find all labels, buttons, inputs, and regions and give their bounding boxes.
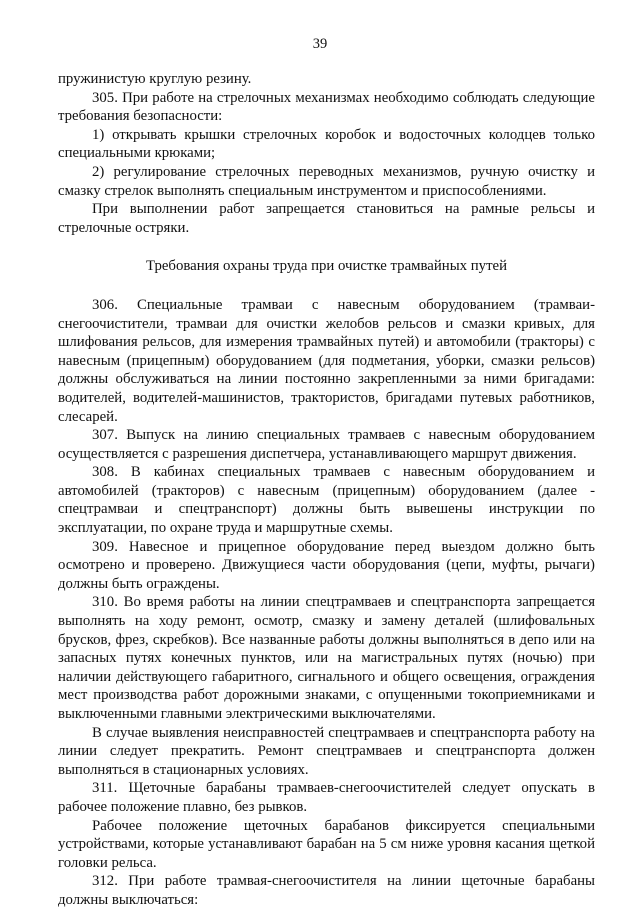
paragraph-continuation: пружинистую круглую резину.	[58, 71, 252, 87]
list-item-2: 2) регулирование стрелочных переводных механизмов, ручную очистку и смазку стрелок выполнять специальным инструментом и приспособлениями.	[58, 163, 595, 199]
list-item-1: 1) открывать крышки стрелочных коробок и водосточных колодцев только специальными крюками;	[58, 126, 595, 162]
paragraph-312: 312. При работе трамвая-снегоочистителя на линии щеточные барабаны должны выключаться:	[58, 873, 595, 908]
page-number: 39	[312, 36, 328, 52]
paragraph-310-cont: В случае выявления неисправностей спецтрамваев и спецтранспорта работу на линии следует прекратить. Ремонт спецтрамваев и спецтранспорта должен выполняться в стационарных условиях.	[58, 724, 595, 778]
paragraph-305: 305. При работе на стрелочных механизмах необходимо соблюдать следующие требования безопасности:	[58, 89, 595, 125]
paragraph-310: 310. Во время работы на линии спецтрамваев и спецтранспорта запрещается выполнять на ходу ремонт, осмотр, смазку и замену деталей (шлифовальных брусков, фрез, скребков). Все названные работы должны выполняться в депо или на запасных путях конечных пунктов, или на магистральных путях (ночью) при наличии действующего габаритного, сигнального и общего освещения, ограждения мест производства работ дорожными знаками, с опущенными токоприемниками и выключенными главными электрическими выключателями.	[58, 594, 595, 722]
paragraph-309: 309. Навесное и прицепное оборудование перед выездом должно быть осмотрено и проверено. Движущиеся части оборудования (цепи, муфты, рычаги) должны быть ограждены.	[58, 538, 595, 592]
paragraph-311-cont: Рабочее положение щеточных барабанов фиксируется специальными устройствами, которые устанавливают барабан на 5 см ниже уровня касания щеткой головки рельса.	[58, 817, 595, 871]
section-heading: Требования охраны труда при очистке трамвайных путей	[145, 258, 508, 275]
paragraph-306: 306. Специальные трамваи с навесным оборудованием (трамваи-снегоочистители, трамваи для очистки желобов рельсов и смазки кривых, для шлифования рельсов, для измерения трамвайных путей) и автомобили (тракторы) с навесным (прицепным) оборудованием (для подметания, уборки, смазки рельсов) должны обслуживаться на линии постоянно закрепленными за ними бригадами: водителей, водителей-машинистов, трактористов, бригадами путевых работников, слесарей.	[58, 296, 595, 425]
paragraph-311: 311. Щеточные барабаны трамваев-снегоочистителей следует опускать в рабочее положение плавно, без рывков.	[58, 780, 595, 815]
paragraph-308: 308. В кабинах специальных трамваев с навесным оборудованием и автомобилей (тракторов) с навесным (прицепным) оборудованием (далее - спецтрамваи и спецтранспорт) должны быть вывешены инструкции по эксплуатации, по охране труда и маршрутные схемы.	[58, 464, 595, 537]
document-body	[58, 70, 595, 910]
paragraph-307: 307. Выпуск на линию специальных трамваев с навесным оборудованием осуществляется с разрешения диспетчера, устанавливающего маршрут движения.	[58, 427, 595, 462]
paragraph-prohibition: При выполнении работ запрещается становиться на рамные рельсы и стрелочные остряки.	[58, 201, 595, 236]
